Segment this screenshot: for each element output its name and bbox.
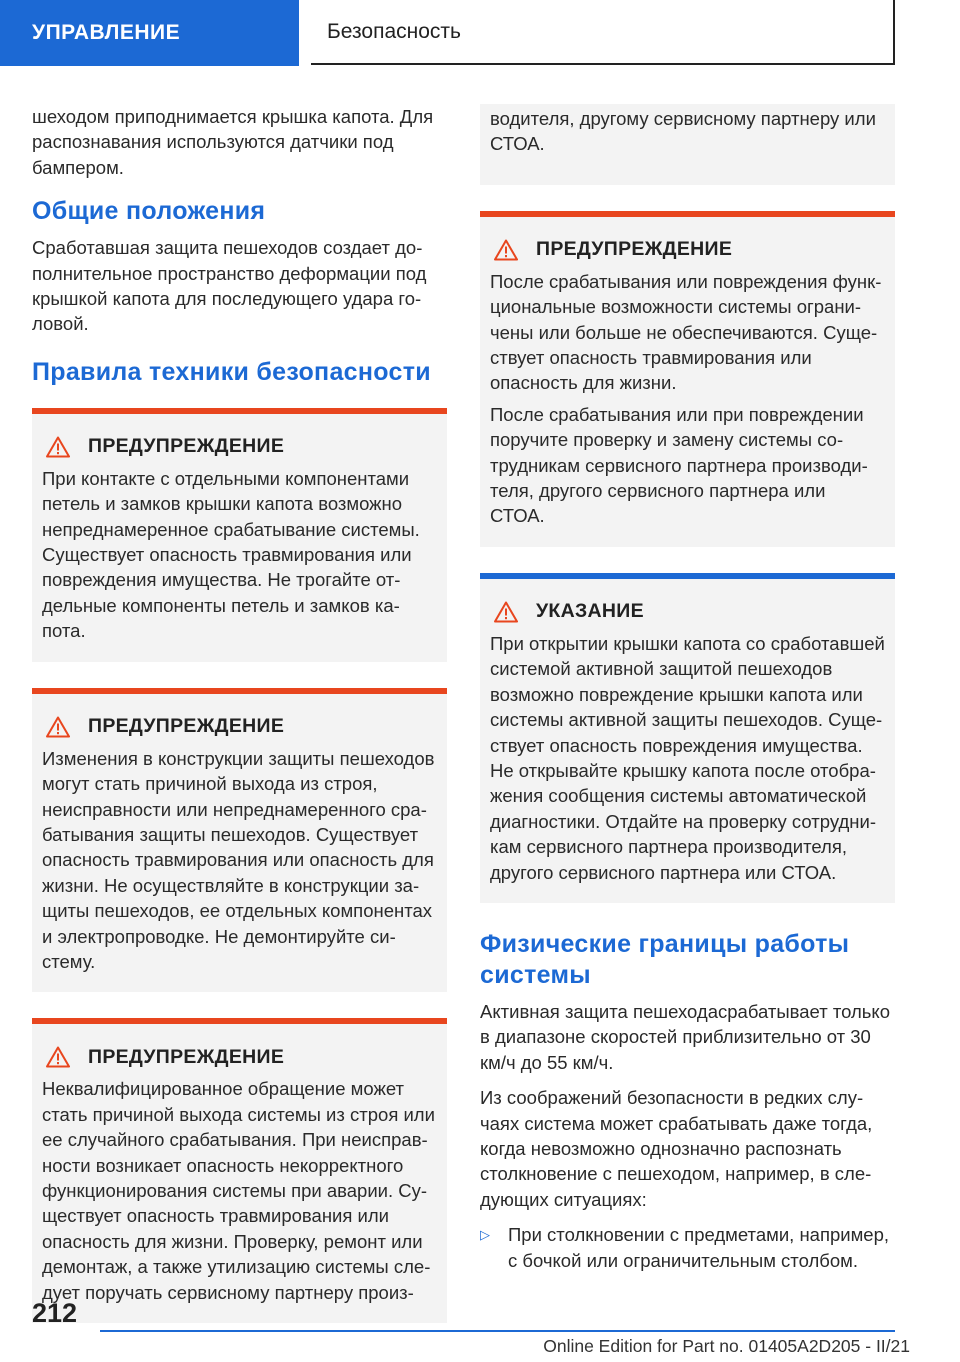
page-header	[0, 0, 960, 66]
general-paragraph: Сработавшая защита пешеходов создает дополнительное пространство деформации под крышкой капота для последующего удара головой.	[32, 237, 427, 335]
heading-safety: Правила техники безопасности	[32, 357, 431, 386]
section-tab: УПРАВЛЕНИЕ	[0, 0, 299, 66]
warning-triangle-icon	[46, 716, 70, 738]
triangle-right-icon: ▷	[480, 1227, 490, 1243]
note-title: УКАЗАНИЕ	[536, 600, 644, 623]
warning-text: Изменения в конструкции защиты пешеходов могут стать причиной выхода из строя, неисправности или непреднамеренного срабатывания защиты пешеходов. Существует опасность травмирования или опасность для жизни. Не осуществляйте в конструкции защиты пешеходов, ее отдельных компонентах и электропроводке. Не демонтируйте систему.	[42, 747, 435, 972]
warning-title-row	[42, 1042, 437, 1072]
warning-box-3	[32, 1018, 447, 1323]
warning-box-continued	[480, 104, 895, 185]
footer-edition: Online Edition for Part no. 01405A2D205 - II/21	[543, 1336, 910, 1356]
footer-divider	[100, 1330, 895, 1332]
warning-text: Неквалифицированное обращение может стать причиной выхода системы из строя или ее случайного срабатывания. При неисправности возникает опасность некорректного функционирования системы при аварии. Существует опасность травмирования или опасность для жизни. Проверку, ремонт или демонтаж, а также утилизацию системы следует поручать сервисному партнеру произ-	[42, 1078, 435, 1303]
heading-limits: Физические границы работы системы	[480, 929, 850, 989]
page-number: 212	[32, 1298, 78, 1328]
warning-title-row	[490, 235, 885, 265]
warning-triangle-icon	[46, 1046, 70, 1068]
list-item	[480, 1222, 895, 1273]
warning-title-row	[42, 712, 437, 742]
note-title-row	[490, 597, 885, 627]
list-item-text: При столкновении с предметами, например, с бочкой или ограничительным столбом.	[508, 1224, 890, 1271]
warning-text: После срабатывания или повреждения функциональные возможности системы ограничены или больше не обеспечиваются. Существует опасность травмирования или опасность для жизни.	[490, 270, 882, 394]
limits-paragraph-2: Из соображений безопасности в редких случаях система может срабатывать даже тогда, когда невозможно однозначно распознать столкновение с пешеходом, например, в следующих ситуациях:	[480, 1087, 873, 1210]
right-column	[480, 104, 895, 1273]
note-box	[480, 573, 895, 903]
left-column	[32, 104, 447, 1323]
warning-title-row	[42, 432, 437, 462]
warning-triangle-icon	[494, 239, 518, 261]
subsection-title: Безопасность	[311, 0, 895, 65]
warning-text: После срабатывания или при повреждении поручите проверку и замену системы сотрудникам сервисного партнера производителя, другого сервисного партнера или СТОА.	[490, 403, 868, 527]
warning-title: ПРЕДУПРЕЖДЕНИЕ	[536, 238, 733, 261]
warning-title: ПРЕДУПРЕЖДЕНИЕ	[88, 715, 285, 738]
heading-general: Общие положения	[32, 197, 266, 226]
warning-title: ПРЕДУПРЕЖДЕНИЕ	[88, 1045, 285, 1068]
warning-box-4	[480, 211, 895, 547]
warning-triangle-icon	[494, 601, 518, 623]
intro-paragraph: шеходом приподнимается крышка капота. Для распознавания используются датчики под бампером.	[32, 106, 434, 178]
limits-paragraph-1: Активная защита пешеходасрабатывает только в диапазоне скоростей приблизительно от 30 км/ч до 55 км/ч.	[480, 1000, 891, 1073]
warning-box-1	[32, 408, 447, 662]
note-text: При открытии крышки капота со сработавшей системой активной защитой пешеходов возможно повреждение крышки капота или системы активной защиты пешеходов. Существует опасность повреждения имущества. Не открывайте крышку капота после отображения сообщения системы автоматической диагностики. Отдайте на проверку сотрудникам сервисного партнера производителя, другого сервисного партнера или СТОА.	[490, 632, 885, 883]
warning-text: При контакте с отдельными компонентами петель и замков крышки капота возможно непреднамеренное срабатывание системы. Существует опасность травмирования или повреждения имущества. Не трогайте отдельные компоненты петель и замков капота.	[42, 467, 420, 642]
warning-text-continued: водителя, другому сервисному партнеру или СТОА.	[490, 108, 876, 155]
warning-box-2	[32, 688, 447, 993]
warning-title: ПРЕДУПРЕЖДЕНИЕ	[88, 435, 285, 458]
warning-triangle-icon	[46, 436, 70, 458]
